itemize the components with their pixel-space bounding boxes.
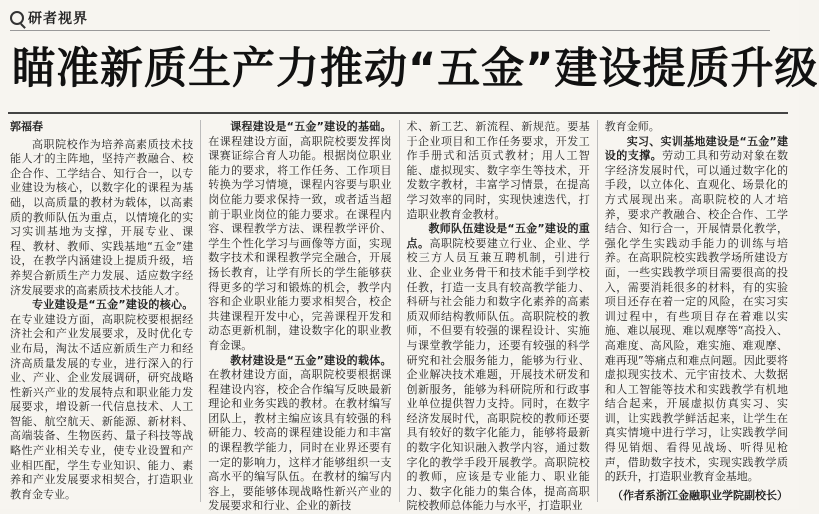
article-paragraph [208, 354, 391, 514]
paragraph-text: 高职院校要建立行业、企业、学校三方人员互兼互聘机制，引进行业、企业业务骨干和技术能手到学校任教，打造一支具有较高教学能力、科研与社会能力和数字化素养的高素质双师结构教师队伍。高职院校的教师，不但要有较强的课程设计、实施与课堂教学能力，还要有较强的科学研究和社会服务能力，能够为行业、企业解决技术难题，开展技术研发和创新服务，能够为科研院所和行政事业单位提供智力支持。同时，在数字经济发展时代，高职院校的教师还要具有较好的数字化能力，能够将最新的数字化知识融入教学内容，通过数字化的教学手段开展教学。高职院校的教师，应该是专业能力、职业能力、数字化能力的集合体，提高高职院校教师总体能力与水平，打造职业 [407, 237, 590, 513]
headline-divider [8, 112, 788, 114]
paragraph-text: 教育金师。 [605, 120, 660, 133]
article-paragraph [605, 120, 788, 135]
paragraph-text: 在教材建设方面，高职院校要根据课程建设内容，校企合作编写反映最新理论和业务实践的教材。在教材编写团队上，教材主编应该具有较强的科研能力、较高的课程建设能力和丰富的课程教学能力，同时在业界还要有一定的影响力，这样才能够组织一支高水平的编写队伍。在教材的编写内容上，要能够体现战略性新兴产业的发展要求和行业、企业的新技 [208, 368, 391, 512]
article-column-4 [605, 120, 788, 502]
author-credit: （作者系浙江金融职业学院副校长） [605, 489, 788, 504]
column-header [10, 8, 88, 28]
paragraph-text: 术、新工艺、新流程、新规范。要基于企业项目和工作任务要求，开发工作手册式和活页式教材；用人工智能、虚拟现实、数字孪生等技术，开发数字教材，丰富学习情景，在提高学习效率的同时，实现快速迭代，打造职业教育金教材。 [407, 120, 590, 221]
article-paragraph [605, 135, 788, 485]
paragraph-text: 在课程建设方面，高职院校要发挥岗课赛证综合育人功能。根据岗位职业能力的要求，将工作任务、工作项目转换为学习情境，课程内容要与职业岗位能力要求保持一致，或者适当超前于职业岗位的能力要求。在课程内容、课程教学方法、课程教学评价、学生个性化学习与画像等方面，实现数字技术和课程教学完全融合，开展扬长教育，让学有所长的学生能够获得更多的学习和锻炼的机会，教学内容和企业职业能力要求相契合，校企共建课程开发中心，完善课程开发和动态更新机制，建设数字化的职业教育金课。 [208, 135, 391, 352]
paragraph-lead: 专业建设是“五金”建设的核心。 [32, 298, 193, 311]
article-column-2 [208, 120, 391, 502]
column-divider [597, 120, 598, 502]
paragraph-text: 劳动工具和劳动对象在数字经济发展时代，可以通过数字化的手段，以立体化、直观化、场景化的方式展现出来。高职院校的人才培养，要求产教融合、校企合作、工学结合、知行合一，开展情景化教学，强化学生实践动手能力的训练与培养。在高职院校实践教学场所建设方面，一些实践教学项目需要很高的投入，需要消耗很多的材料，有的实验项目还存在着一定的风险，在实习实训过程中，有些项目存在着难以实施、难以展现、难以观摩等“高投入、高难度、高风险，难实施、难观摩、难再现”等痛点和难点问题。因此要将虚拟现实技术、元宇宙技术、大数据和人工智能等技术和实践教学有机地结合起来，开展虚拟仿真实习、实训，让实践教学鲜活起来，让学生在真实情境中进行学习，让实践教学间得见销烟、看得见战场、听得见枪声，借助数字技术，实现实践教学质的跃升，打造职业教育金基地。 [605, 149, 788, 483]
paragraph-lead: 实习、实训基地建设是“五金”建设的支撑。 [605, 135, 788, 163]
article-paragraph [407, 120, 590, 222]
column-divider [399, 120, 400, 502]
article-headline: 瞄准新质生产力推动“五金”建设提质升级 [12, 44, 792, 94]
paragraph-lead: 教师队伍建设是“五金”建设的重点。 [407, 222, 590, 250]
article-paragraph [208, 120, 391, 354]
article-column-1 [10, 120, 193, 502]
column-header-label: 研者视界 [28, 8, 88, 28]
paragraph-lead: 教材建设是“五金”建设的载体。 [230, 354, 391, 367]
column-divider [200, 120, 201, 502]
paragraph-text: 高职院校作为培养高素质技术技能人才的主阵地，坚持产教融合、校企合作、工学结合、知行合一，以专业建设为核心，以数字化的课程为基础，以高质量的教材为载体，以高素质的教师队伍为重点，以情境化的实习实训基地为支撑，开展专业、课程、教材、教师、实践基地“五金”建设，在教学内涵建设上提质升级，培养契合新质生产力发展、适应数字经济发展要求的高素质技术技能人才。 [10, 138, 193, 297]
article-paragraph [10, 298, 193, 502]
article-column-3 [407, 120, 590, 502]
article-paragraph [10, 138, 193, 299]
paragraph-lead: 课程建设是“五金”建设的基础。 [230, 120, 391, 133]
author-byline: 郭福春 [10, 120, 193, 135]
header-divider [10, 30, 770, 31]
article-paragraph [407, 222, 590, 514]
article-body [10, 120, 788, 502]
paragraph-text: 在专业建设方面，高职院校要根据经济社会和产业发展要求，及时优化专业布局，淘汰不适应新质生产力和经济高质量发展的专业，进行深入的行业、产业、企业发展调研，研究战略性新兴产业的发展特点和职业能力发展要求，增设新一代信息技术、人工智能、航空航天、新能源、新材料、高端装备、生物医药、量子科技等战略性产业相关专业，使专业设置和产业相匹配，学生专业知识、能力、素养和产业发展要求相契合，打造职业教育金专业。 [10, 313, 193, 501]
search-magnifier-icon [10, 11, 24, 25]
